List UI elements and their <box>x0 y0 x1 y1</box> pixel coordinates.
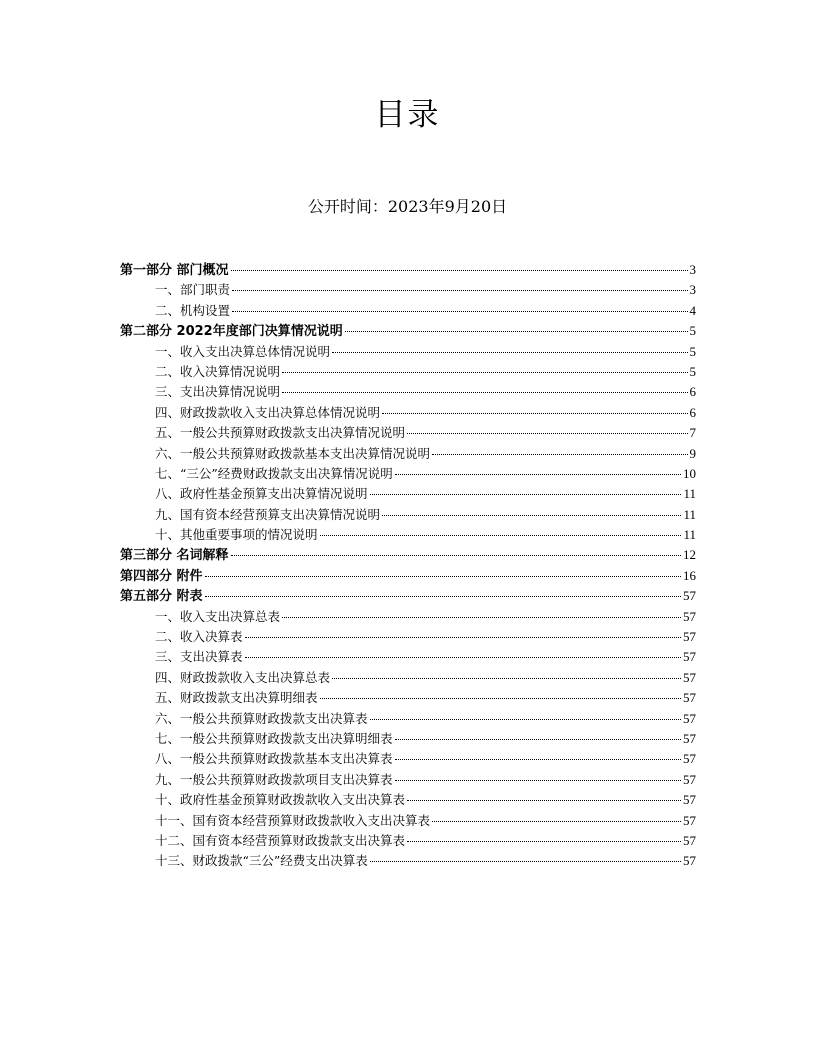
toc-page-number: 57 <box>683 853 696 869</box>
toc-subsection-entry[interactable] <box>120 688 696 708</box>
toc-entry-label: 第三部分 名词解释 <box>120 548 229 564</box>
toc-subsection-entry[interactable] <box>120 362 696 382</box>
toc-entry-label: 三、支出决算情况说明 <box>155 384 281 400</box>
toc-dot-leader <box>432 821 681 822</box>
toc-section-entry[interactable] <box>120 260 696 280</box>
toc-page-number: 57 <box>683 812 696 828</box>
toc-entry-label: 五、财政拨款支出决算明细表 <box>155 690 318 706</box>
toc-entry-label: 二、收入决算表 <box>155 629 243 645</box>
toc-entry-label: 一、收入支出决算总体情况说明 <box>155 343 331 359</box>
toc-subsection-entry[interactable] <box>120 403 696 423</box>
toc-page-number: 57 <box>683 690 696 706</box>
toc-dot-leader <box>370 719 681 720</box>
toc-entry-label: 五、一般公共预算财政拨款支出决算情况说明 <box>155 425 406 441</box>
toc-dot-leader <box>282 372 687 373</box>
toc-page-number: 57 <box>683 730 696 746</box>
toc-dot-leader <box>231 555 681 556</box>
toc-subsection-entry[interactable] <box>120 280 696 300</box>
toc-entry-label: 一、部门职责 <box>155 282 231 298</box>
toc-subsection-entry[interactable] <box>120 423 696 443</box>
toc-page-number: 57 <box>683 588 696 604</box>
toc-entry-label: 六、一般公共预算财政拨款支出决算表 <box>155 710 368 726</box>
publish-date: 公开时间：2023年9月20日 <box>307 197 508 216</box>
toc-subsection-entry[interactable] <box>120 627 696 647</box>
toc-page-number: 57 <box>683 751 696 767</box>
toc-subsection-entry[interactable] <box>120 790 696 810</box>
toc-subsection-entry[interactable] <box>120 484 696 504</box>
toc-page-number: 6 <box>689 404 696 420</box>
toc-subsection-entry[interactable] <box>120 668 696 688</box>
toc-page-number: 9 <box>689 445 696 461</box>
toc-page-number: 57 <box>683 649 696 665</box>
toc-entry-label: 第一部分 部门概况 <box>120 263 229 278</box>
toc-subsection-entry[interactable] <box>120 444 696 464</box>
toc-page-number: 10 <box>683 465 696 481</box>
toc-page-number: 57 <box>683 792 696 808</box>
toc-page-number: 5 <box>689 343 696 359</box>
toc-page-number: 57 <box>683 629 696 645</box>
toc-dot-leader <box>370 861 681 862</box>
toc-dot-leader <box>407 433 687 434</box>
toc-dot-leader <box>332 678 681 679</box>
toc-dot-leader <box>395 780 681 781</box>
toc-page-number: 57 <box>683 608 696 624</box>
toc-dot-leader <box>245 657 681 658</box>
toc-subsection-entry[interactable] <box>120 464 696 484</box>
toc-dot-leader <box>395 759 681 760</box>
toc-entry-label: 六、一般公共预算财政拨款基本支出决算情况说明 <box>155 445 431 461</box>
toc-section-entry[interactable] <box>120 566 696 586</box>
toc-dot-leader <box>282 392 687 393</box>
toc-dot-leader <box>231 270 688 271</box>
toc-dot-leader <box>205 576 681 577</box>
toc-dot-leader <box>395 739 681 740</box>
toc-entry-label: 十二、国有资本经营预算财政拨款支出决算表 <box>155 832 406 848</box>
toc-entry-label: 八、一般公共预算财政拨款基本支出决算表 <box>155 751 393 767</box>
toc-section-entry[interactable] <box>120 586 696 606</box>
toc-page-number: 4 <box>689 302 696 318</box>
toc-subsection-entry[interactable] <box>120 647 696 667</box>
toc-subsection-entry[interactable] <box>120 749 696 769</box>
toc-entry-label: 八、政府性基金预算支出决算情况说明 <box>155 486 368 502</box>
toc-page-number: 11 <box>683 527 696 543</box>
toc-entry-label: 七、“三公”经费财政拨款支出决算情况说明 <box>155 465 393 481</box>
toc-entry-label: 一、收入支出决算总表 <box>155 608 281 624</box>
toc-subsection-entry[interactable] <box>120 851 696 871</box>
toc-entry-label: 二、机构设置 <box>155 302 231 318</box>
toc-dot-leader <box>395 474 681 475</box>
toc-dot-leader <box>232 290 687 291</box>
toc-page-number: 6 <box>689 384 696 400</box>
toc-subsection-entry[interactable] <box>120 831 696 851</box>
toc-dot-leader <box>320 698 681 699</box>
toc-page-number: 5 <box>689 363 696 379</box>
toc-subsection-entry[interactable] <box>120 709 696 729</box>
page-title: 目录 <box>374 97 441 133</box>
toc-page-number: 3 <box>689 262 696 277</box>
toc-page-number: 57 <box>683 771 696 787</box>
toc-subsection-entry[interactable] <box>120 301 696 321</box>
toc-page-number: 5 <box>689 323 696 339</box>
toc-dot-leader <box>345 331 688 332</box>
toc-entry-label: 第五部分 附表 <box>120 589 203 605</box>
toc-entry-label: 第四部分 附件 <box>120 568 203 584</box>
toc-entry-label: 九、一般公共预算财政拨款项目支出决算表 <box>155 771 393 787</box>
toc-section-entry[interactable] <box>120 545 696 565</box>
toc-entry-label: 二、收入决算情况说明 <box>155 363 281 379</box>
toc-page-number: 11 <box>683 486 696 502</box>
toc-dot-leader <box>232 311 687 312</box>
toc-dot-leader <box>382 413 687 414</box>
toc-page-number: 57 <box>683 832 696 848</box>
toc-dot-leader <box>432 454 687 455</box>
toc-entry-label: 十、政府性基金预算财政拨款收入支出决算表 <box>155 792 406 808</box>
toc-page-number: 11 <box>683 506 696 522</box>
toc-entry-label: 四、财政拨款收入支出决算总表 <box>155 669 331 685</box>
toc-entry-label: 七、一般公共预算财政拨款支出决算明细表 <box>155 730 393 746</box>
toc-dot-leader <box>320 535 682 536</box>
toc-dot-leader <box>370 494 682 495</box>
toc-entry-label: 三、支出决算表 <box>155 649 243 665</box>
toc-section-entry[interactable] <box>120 321 696 341</box>
toc-entry-label: 十一、国有资本经营预算财政拨款收入支出决算表 <box>155 812 431 828</box>
toc-page-number: 3 <box>689 282 696 298</box>
toc-entry-label: 十三、财政拨款“三公”经费支出决算表 <box>155 853 368 869</box>
table-of-contents <box>120 260 696 872</box>
toc-subsection-entry[interactable] <box>120 382 696 402</box>
toc-subsection-entry[interactable] <box>120 525 696 545</box>
toc-dot-leader <box>332 352 687 353</box>
toc-subsection-entry[interactable] <box>120 770 696 790</box>
toc-dot-leader <box>382 515 681 516</box>
toc-entry-label: 第二部分 2022年度部门决算情况说明 <box>120 324 343 340</box>
toc-page-number: 7 <box>689 425 696 441</box>
toc-subsection-entry[interactable] <box>120 505 696 525</box>
toc-page-number: 12 <box>683 547 696 563</box>
toc-dot-leader <box>407 841 681 842</box>
toc-dot-leader <box>407 800 681 801</box>
toc-page-number: 57 <box>683 710 696 726</box>
toc-entry-label: 四、财政拨款收入支出决算总体情况说明 <box>155 404 381 420</box>
toc-page-number: 57 <box>683 669 696 685</box>
toc-entry-label: 九、国有资本经营预算支出决算情况说明 <box>155 506 381 522</box>
toc-dot-leader <box>245 637 681 638</box>
toc-page-number: 16 <box>683 567 696 583</box>
toc-dot-leader <box>282 617 681 618</box>
toc-subsection-entry[interactable] <box>120 607 696 627</box>
toc-entry-label: 十、其他重要事项的情况说明 <box>155 527 318 543</box>
toc-dot-leader <box>205 596 681 597</box>
toc-subsection-entry[interactable] <box>120 811 696 831</box>
toc-subsection-entry[interactable] <box>120 729 696 749</box>
toc-subsection-entry[interactable] <box>120 342 696 362</box>
